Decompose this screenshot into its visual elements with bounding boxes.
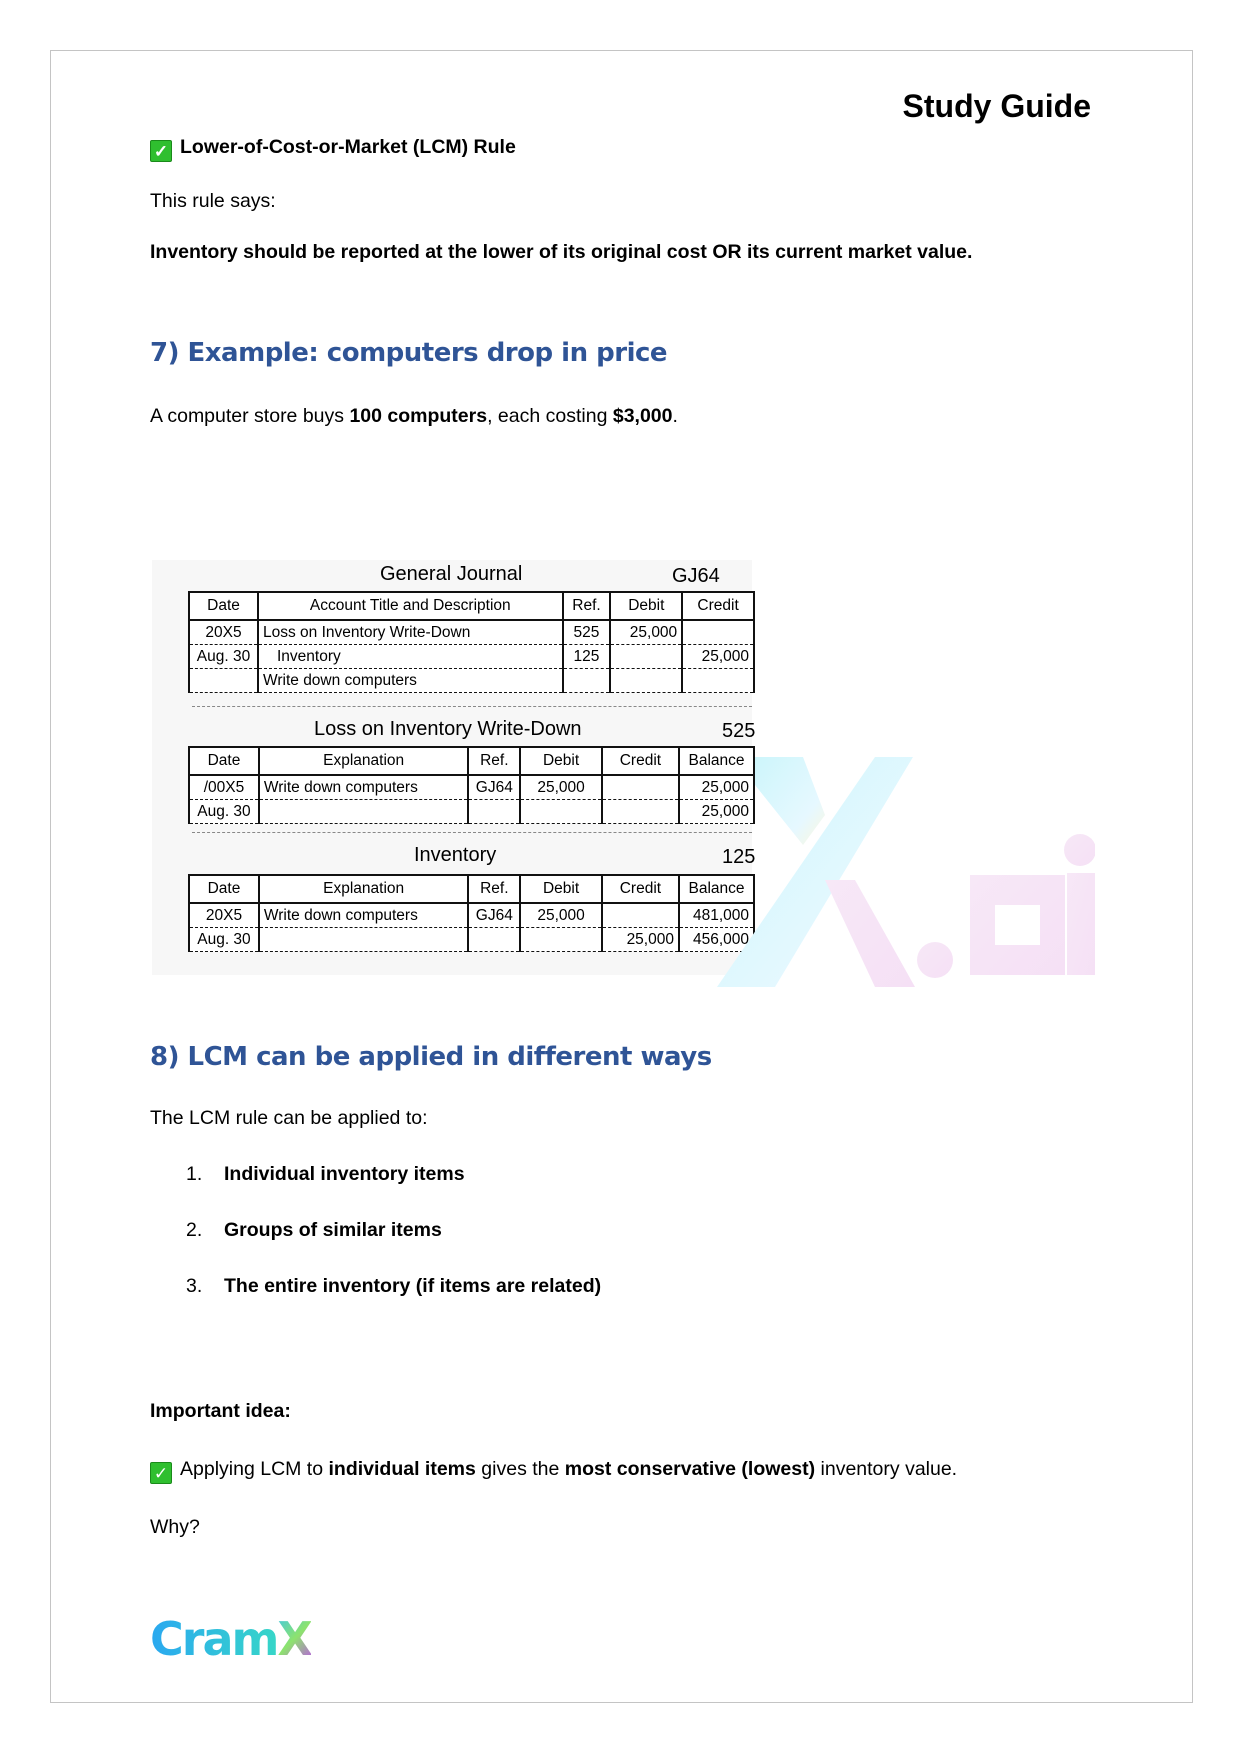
table-row: 20X5 Loss on Inventory Write-Down 525 25,000 xyxy=(189,620,754,645)
lcm-statement: Inventory should be reported at the lower of its original cost OR its current market value. xyxy=(150,241,973,263)
check-box-icon: ✓ xyxy=(150,1462,172,1484)
inventory-ledger-table: Date Explanation Ref. Debit Credit Balance 20X5 Write down computers GJ64 25,000 481,000 Aug. 30 25,000 456,000 xyxy=(188,874,755,952)
list-item: 3. The entire inventory (if items are related) xyxy=(186,1275,602,1297)
table-row: Write down computers xyxy=(189,669,754,693)
section-7-heading: 7) Example: computers drop in price xyxy=(150,338,668,368)
loss-ledger-table: Date Explanation Ref. Debit Credit Balance /00X5 Write down computers GJ64 25,000 25,000 Aug. 30 25,000 xyxy=(188,746,755,824)
important-label: Important idea: xyxy=(150,1400,291,1422)
lcm-intro: This rule says: xyxy=(150,190,276,212)
general-journal-title: General Journal xyxy=(380,563,523,585)
table-row: /00X5 Write down computers GJ64 25,000 25,000 xyxy=(189,775,754,800)
check-box-icon: ✓ xyxy=(150,140,172,162)
list-item: 2. Groups of similar items xyxy=(186,1219,442,1241)
loss-ledger-title: Loss on Inventory Write-Down xyxy=(314,718,582,740)
divider xyxy=(192,706,752,707)
list-item: 1. Individual inventory items xyxy=(186,1163,465,1185)
cramx-logo: CramX xyxy=(150,1612,311,1666)
general-journal-page: GJ64 xyxy=(672,565,720,587)
why-question: Why? xyxy=(150,1516,200,1538)
journal-figure xyxy=(152,560,756,975)
xai-watermark-icon xyxy=(715,755,1095,995)
table-row: Aug. 30 25,000 456,000 xyxy=(189,928,754,952)
general-journal-table: Date Account Title and Description Ref. Debit Credit 20X5 Loss on Inventory Write-Down 525 25,000 Aug. 30 Inventory 125 25,000 Write down computers xyxy=(188,591,755,693)
example-sentence: A computer store buys 100 computers, each costing $3,000. xyxy=(150,405,678,427)
table-row: 20X5 Write down computers GJ64 25,000 481,000 xyxy=(189,903,754,928)
inventory-ledger-title: Inventory xyxy=(414,844,497,866)
inventory-ledger-account-no: 125 xyxy=(722,846,756,868)
table-row: Aug. 30 25,000 xyxy=(189,800,754,824)
table-row: Aug. 30 Inventory 125 25,000 xyxy=(189,645,754,669)
page-title: Study Guide xyxy=(902,88,1091,124)
section-8-intro: The LCM rule can be applied to: xyxy=(150,1107,428,1129)
important-statement: ✓ Applying LCM to individual items gives the most conservative (lowest) inventory value. xyxy=(150,1458,957,1484)
loss-ledger-account-no: 525 xyxy=(722,720,756,742)
divider xyxy=(192,832,752,833)
lcm-rule-heading: ✓ Lower-of-Cost-or-Market (LCM) Rule xyxy=(150,136,516,162)
section-8-heading: 8) LCM can be applied in different ways xyxy=(150,1042,712,1072)
